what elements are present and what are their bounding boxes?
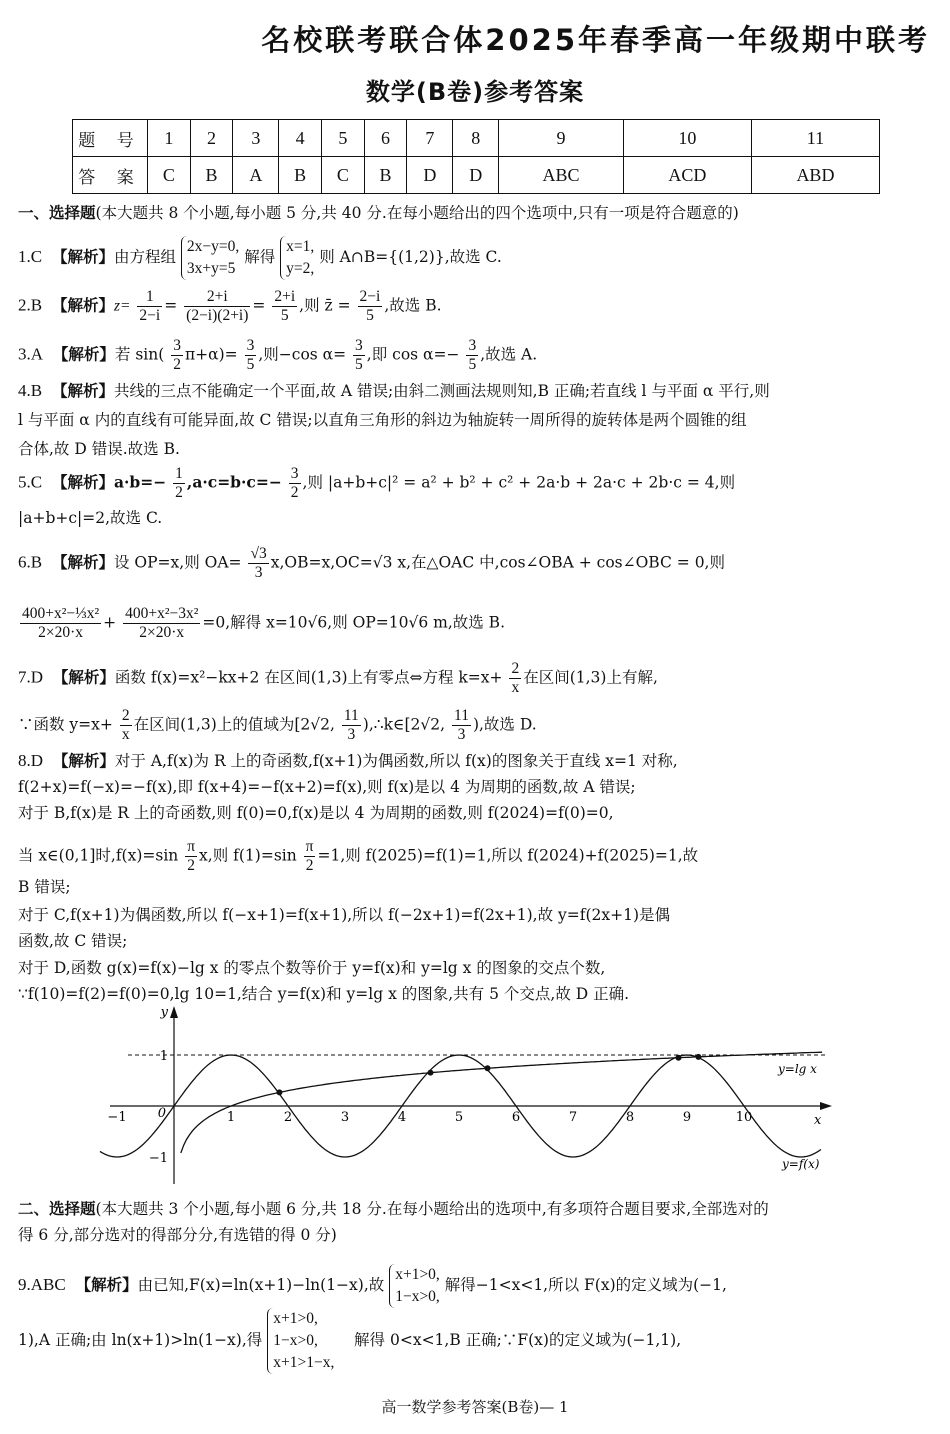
- denominator: 3: [347, 726, 356, 743]
- q8-line: 对于 C,f(x+1)为偶函数,所以 f(−x+1)=f(x+1),所以 f(−2x+1)=f(2x+1),故 y=f(2x+1)是偶: [18, 906, 671, 924]
- q5-fraction: [173, 465, 185, 502]
- q3-text: ,故选 A.: [480, 345, 538, 364]
- answer-table: [72, 119, 880, 194]
- y-axis-arrow: [170, 1006, 178, 1018]
- q6-text: 设 OP=x,则 OA=: [113, 553, 242, 572]
- q3-fraction: [353, 337, 365, 374]
- answer-cell: D: [407, 157, 453, 194]
- q1-solution: [18, 236, 932, 280]
- question-number: 7: [407, 120, 453, 157]
- q1-system: [181, 236, 239, 280]
- origin-label: 0: [157, 1106, 166, 1121]
- answer-cell: ABC: [499, 157, 624, 194]
- q5-answer: 5.C: [18, 472, 43, 492]
- q2-fraction: [137, 288, 162, 325]
- q9-text: 解得 0<x<1,B 正确;∵F(x)的定义域为(−1,1),: [354, 1331, 682, 1349]
- q2-tag: 【解析】: [51, 296, 114, 315]
- denominator: 3: [254, 564, 263, 581]
- intersection-point: [675, 1055, 681, 1061]
- q7-fraction: [120, 707, 132, 744]
- x-tick-label: 8: [625, 1110, 635, 1125]
- answer-cell: B: [364, 157, 407, 194]
- y-tick-label: −1: [148, 1151, 168, 1166]
- answer-cell: B: [190, 157, 233, 194]
- answer-cell: ACD: [623, 157, 751, 194]
- q7-text: 在区间(1,3)上的值域为[2√2,: [133, 715, 335, 734]
- q1-answer: 1.C: [18, 247, 43, 266]
- section1-heading: 一、选择题: [18, 204, 96, 222]
- denominator: 2: [173, 356, 181, 373]
- y-tick-label: 1: [159, 1049, 168, 1064]
- answer-row: [73, 157, 880, 194]
- q2-text: ,则 z̄ =: [299, 296, 351, 315]
- q5-line2: |a+b+c|=2,故选 C.: [18, 509, 163, 527]
- numerator: 400+x²−⅓x²: [22, 605, 100, 622]
- q9-ineq: x+1>0,: [395, 1266, 440, 1283]
- x-tick-labels: [107, 1110, 752, 1125]
- q9-tag: 【解析】: [75, 1276, 138, 1294]
- q8-line: f(2+x)=f(−x)=−f(x),即 f(x+4)=−f(x+2)=f(x),则 f(x)是以 4 为周期的函数,故 A 错误;: [18, 778, 636, 796]
- q8-answer: 8.D: [18, 751, 44, 770]
- q7-text: ),∴k∈[2√2,: [362, 715, 446, 734]
- q9-text: 1),A 正确;由 ln(x+1)>ln(1−x),得: [18, 1331, 263, 1349]
- q9-answer: 9.ABC: [18, 1275, 66, 1294]
- q5-text: a·b=−: [113, 472, 167, 492]
- x-tick-label: 2: [283, 1110, 293, 1125]
- y-axis-label: y: [160, 1005, 168, 1020]
- x-tick-label: −1: [107, 1110, 127, 1125]
- question-number: 1: [148, 120, 191, 157]
- q4-answer: 4.B: [18, 381, 43, 400]
- question-number: 10: [623, 120, 751, 157]
- denominator: 3: [457, 726, 466, 743]
- numerator: 2: [121, 707, 130, 724]
- q1-text: 由方程组: [113, 248, 176, 266]
- denominator: 2: [290, 484, 299, 501]
- page-title: 名校联考联合体2025年春季高一年级期中联考: [261, 23, 930, 57]
- q3-fraction: [171, 337, 183, 374]
- question-number: 11: [751, 120, 879, 157]
- numerator: 3: [355, 337, 363, 354]
- q3-text: 若 sin(: [114, 345, 165, 364]
- q6-text: x,OB=x,OC=√3 x,在△OAC 中,cos∠OBA + cos∠OBC = 0,则: [270, 553, 725, 572]
- intersection-point: [695, 1054, 701, 1060]
- numerator: √3: [250, 545, 267, 562]
- q8-line: B 错误;: [18, 878, 71, 896]
- section2-desc: (本大题共 3 个小题,每小题 6 分,共 18 分.在每小题给出的选项中,有多项符合题目要求,全部选对的: [95, 1200, 769, 1218]
- q2-eq: =: [164, 296, 178, 315]
- numerator: 3: [468, 337, 477, 354]
- intersection-point: [276, 1089, 282, 1095]
- function-graph: [107, 1004, 845, 1184]
- question-number: 9: [499, 120, 624, 157]
- q8-line: ∵f(10)=f(2)=f(0)=0,lg 10=1,结合 y=f(x)和 y=lg x 的图象,共有 5 个交点,故 D 正确.: [18, 985, 630, 1003]
- denominator: 2: [305, 857, 314, 874]
- q8-text: =1,则 f(2025)=f(1)=1,所以 f(2024)+f(2025)=1,故: [317, 846, 699, 865]
- denominator: x: [121, 726, 130, 743]
- q8-line: 对于 B,f(x)是 R 上的奇函数,则 f(0)=0,f(x)是以 4 为周期的函数,则 f(2024)=f(0)=0,: [18, 804, 614, 822]
- f-curve-label: y=f(x): [782, 1157, 820, 1171]
- q3-answer: 3.A: [18, 344, 44, 364]
- q3-fraction: [466, 337, 478, 374]
- denominator: 2: [187, 857, 195, 874]
- section1-header: [18, 200, 932, 226]
- q8-line: [18, 748, 932, 774]
- numerator: 1: [137, 288, 162, 307]
- question-number: 8: [453, 120, 499, 157]
- q3-tag: 【解析】: [52, 345, 115, 364]
- q1-text: 解得: [244, 248, 276, 266]
- q3-text: ,则−cos α=: [258, 345, 347, 364]
- q9-ineq: x+1>1−x,: [273, 1354, 335, 1371]
- q9-system: [389, 1264, 440, 1308]
- denominator: 2×20·x: [139, 624, 185, 641]
- question-number-row: [73, 120, 880, 157]
- denominator: x: [511, 679, 520, 696]
- lg-curve: [181, 1052, 822, 1153]
- q1-solution-system: [280, 236, 314, 280]
- q1-tag: 【解析】: [51, 248, 114, 266]
- intersection-point: [428, 1070, 434, 1076]
- lg-curve-label: y=lg x: [778, 1062, 817, 1076]
- q5-text: ,a·c=b·c=−: [186, 472, 282, 492]
- x-tick-label: 10: [735, 1110, 753, 1125]
- numerator: 2−i: [359, 288, 381, 305]
- q7-text: 在区间(1,3)上有解,: [523, 668, 658, 687]
- denominator: 5: [280, 307, 289, 324]
- q4-line: [18, 376, 932, 406]
- q2-fraction: [184, 288, 250, 325]
- page-footer: 高一数学参考答案(B卷)— 1: [381, 1398, 569, 1416]
- q9-ineq: 1−x>0,: [273, 1332, 318, 1349]
- q8-text: 当 x∈(0,1]时,f(x)=sin: [18, 846, 179, 865]
- q1-eq: 3x+y=5: [186, 260, 236, 277]
- q7-solution: [18, 660, 932, 697]
- x-tick-label: 4: [397, 1110, 407, 1125]
- denominator: 5: [366, 307, 374, 324]
- denominator: 2−i: [139, 307, 161, 324]
- q7-tag: 【解析】: [52, 668, 115, 687]
- q8-fraction: [185, 838, 197, 875]
- denominator: 5: [355, 356, 363, 373]
- q9-text: 解得−1<x<1,所以 F(x)的定义域为(−1,: [444, 1276, 727, 1294]
- numerator: 2: [511, 660, 520, 677]
- question-number: 4: [279, 120, 322, 157]
- q8-line: 函数,故 C 错误;: [18, 932, 128, 950]
- numerator: 11: [454, 707, 469, 724]
- q5-solution: [18, 465, 932, 502]
- q2-fraction: [272, 288, 297, 325]
- q3-text: π+α)=: [184, 345, 238, 364]
- q1-eq: x=1,: [286, 238, 315, 255]
- answer-cell: A: [233, 157, 279, 194]
- section2-heading: 二、选择题: [18, 1200, 96, 1218]
- q2-solution: [18, 288, 932, 325]
- q3-text: ,即 cos α=−: [366, 345, 460, 364]
- answer-cell: ABD: [751, 157, 879, 194]
- numerator: 11: [343, 707, 359, 724]
- numerator: 3: [173, 337, 181, 354]
- numerator: 1: [175, 465, 183, 482]
- x-tick-label: 3: [340, 1110, 350, 1125]
- question-number: 5: [321, 120, 364, 157]
- q8-tag: 【解析】: [52, 752, 115, 770]
- q7-answer: 7.D: [18, 667, 44, 687]
- q7-text: ∵函数 y=x+: [18, 715, 113, 734]
- q8-text: x,则 f(1)=sin: [199, 846, 297, 865]
- q4-text: 共线的三点不能确定一个平面,故 A 错误;由斜二测画法规则知,B 正确;若直线 l 与平面 α 平行,则: [113, 382, 770, 400]
- numerator: 3: [246, 337, 255, 354]
- q9-solution: [18, 1264, 932, 1308]
- q6-fraction: [20, 605, 101, 642]
- q7-line2: [18, 707, 932, 744]
- denominator: 5: [246, 356, 255, 373]
- x-tick-label: 1: [226, 1110, 236, 1125]
- q1-eq: y=2,: [286, 260, 315, 277]
- q7-text: ),故选 D.: [472, 715, 537, 734]
- q3-solution: [18, 337, 932, 374]
- numerator: 2+i: [274, 288, 296, 305]
- denominator: 2: [175, 484, 183, 501]
- page-subtitle: 数学(B卷)参考答案: [365, 78, 585, 106]
- q4-solution: [18, 376, 932, 464]
- denominator: 5: [468, 356, 477, 373]
- x-axis-arrow: [820, 1102, 832, 1110]
- section2-header: [18, 1196, 932, 1222]
- q9-ineq: 1−x>0,: [395, 1288, 440, 1305]
- q1-eq: 2x−y=0,: [186, 238, 240, 255]
- x-axis-label: x: [814, 1113, 822, 1128]
- question-row-label: 题 号: [73, 120, 148, 157]
- q7-fraction: [509, 660, 521, 697]
- q9-system: [267, 1308, 334, 1374]
- question-number: 6: [364, 120, 407, 157]
- q8-fraction: [304, 838, 316, 875]
- q6-plus: +: [103, 613, 117, 632]
- answer-cell: C: [321, 157, 364, 194]
- section1-desc: (本大题共 8 个小题,每小题 5 分,共 40 分.在每小题给出的四个选项中,只有一项是符合题意的): [95, 204, 739, 222]
- numerator: 3: [290, 465, 299, 482]
- q6-solution: [18, 545, 932, 582]
- q2-fraction: [358, 288, 383, 325]
- q6-text: =0,解得 x=10√6,则 OP=10√6 m,故选 B.: [202, 613, 506, 632]
- x-tick-label: 9: [682, 1110, 692, 1125]
- intersection-point: [485, 1065, 491, 1071]
- q5-tag: 【解析】: [51, 473, 114, 492]
- answer-cell: D: [453, 157, 499, 194]
- q5-fraction: [289, 465, 301, 502]
- q9-ineq: x+1>0,: [273, 1310, 318, 1327]
- q2-text: z=: [113, 297, 131, 315]
- x-tick-label: 6: [511, 1110, 521, 1125]
- q4-line: 合体,故 D 错误.故选 B.: [18, 440, 180, 458]
- q6-fraction: [248, 545, 268, 582]
- q7-text: 函数 f(x)=x²−kx+2 在区间(1,3)上有零点⇔方程 k=x+: [114, 668, 503, 687]
- q7-fraction: [342, 707, 361, 744]
- answer-cell: B: [279, 157, 322, 194]
- q5-text: ,则 |a+b+c|² = a² + b² + c² + 2a·b + 2a·c + 2b·c = 4,则: [302, 473, 736, 492]
- numerator: π: [187, 838, 196, 855]
- q6-line2: [18, 605, 932, 642]
- q9-text: 由已知,F(x)=ln(x+1)−ln(1−x),故: [137, 1276, 385, 1294]
- answer-row-label: 答 案: [73, 157, 148, 194]
- numerator: 400+x²−3x²: [125, 605, 199, 622]
- numerator: π: [305, 838, 314, 855]
- q2-eq: =: [252, 296, 266, 315]
- answer-cell: C: [148, 157, 191, 194]
- q6-fraction: [123, 605, 200, 642]
- q2-text: ,故选 B.: [384, 296, 442, 315]
- section2-desc-line2: 得 6 分,部分选对的得部分分,有选错的得 0 分): [18, 1226, 337, 1244]
- x-tick-label: 5: [454, 1110, 464, 1125]
- x-tick-label: 7: [568, 1110, 578, 1125]
- numerator: 2+i: [184, 288, 250, 307]
- question-number: 2: [190, 120, 233, 157]
- q7-fraction: [452, 707, 471, 744]
- q3-fraction: [245, 337, 257, 374]
- q4-tag: 【解析】: [51, 382, 114, 400]
- q8-text: 对于 A,f(x)为 R 上的奇函数,f(x+1)为偶函数,所以 f(x)的图象关于直线 x=1 对称,: [114, 752, 678, 770]
- q8-line: [18, 838, 932, 875]
- q6-answer: 6.B: [18, 552, 43, 572]
- q2-answer: 2.B: [18, 295, 43, 315]
- question-number: 3: [233, 120, 279, 157]
- denominator: (2−i)(2+i): [186, 307, 249, 324]
- q9-line2: [18, 1308, 932, 1374]
- q4-line: l 与平面 α 内的直线有可能异面,故 C 错误;以直角三角形的斜边为轴旋转一周所得的旋转体是两个圆锥的组: [18, 411, 747, 429]
- q6-tag: 【解析】: [51, 553, 114, 572]
- q1-text: 则 A∩B={(1,2)},故选 C.: [319, 248, 502, 266]
- q8-line: 对于 D,函数 g(x)=f(x)−lg x 的零点个数等价于 y=f(x)和 y=lg x 的图象的交点个数,: [18, 959, 606, 977]
- denominator: 2×20·x: [38, 624, 84, 641]
